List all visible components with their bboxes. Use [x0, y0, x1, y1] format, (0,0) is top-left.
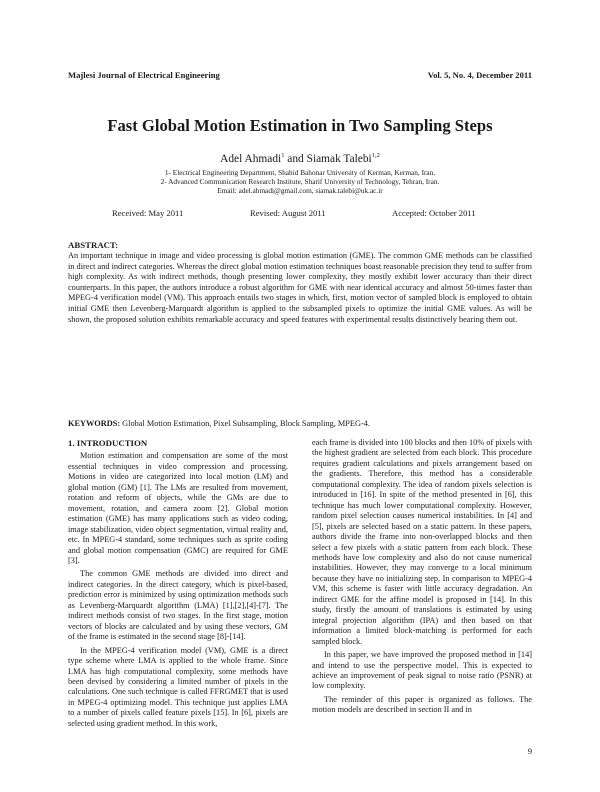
page-number: 9: [527, 746, 532, 756]
author-2: Siamak Talebi: [306, 153, 372, 165]
paragraph: In the MPEG-4 verification model (VM), GME is a direct type scheme where LMA is applied to the whole frame. Since LMA has high computational complexity, some methods have been devised by considering a limited number of pixels in the calculations. One such technique is called FFRGMET that is used in MPEG-4 optimizing model. This technique just applies LMA to a number of pixels called feature pixels [15]. In [6], pixels are selected using gradient method. In this work,: [68, 645, 288, 728]
keywords: [68, 419, 532, 430]
abstract-text: An important technique in image and video processing is global motion estimation (GME). The common GME methods can be classified in direct and indirect categories. Whereas the direct global motion estimation techniques boast reasonable precision they tend to suffer from high complexity. As with indirect methods, though presenting lower complexity, they mostly exhibit lower accuracy than their direct counterparts. In this paper, the authors introduce a robust algorithm for GME with near identical accuracy and almost 50-times faster than MPEG-4 verification model (VM). This approach entails two stages in which, first, motion vector of sampled block is employed to obtain initial GME then Levenberg-Marquardt algorithm is applied to the subsampled pixels to optimize the initial GME values. As will be shown, the proposed solution exhibits remarkable accuracy and speed features with experimental results distinctively bearing them out.: [68, 251, 532, 324]
author-2-affiliation: 1,2: [371, 152, 380, 159]
paragraph: The reminder of this paper is organized as follows. The motion models are described in section II and in: [312, 694, 532, 715]
accepted-date: Accepted: October 2011: [392, 208, 476, 218]
author-1-affiliation: 1: [281, 152, 285, 159]
left-column: [68, 438, 288, 732]
paragraph: In this paper, we have improved the proposed method in [14] and intend to use the perspective model. This is expected to achieve an improvement of peak signal to noise ratio (PSNR) at low complexity.: [312, 650, 532, 691]
right-column: [312, 438, 532, 719]
email-line: Email: adel.ahmadi@gmail.com, siamak.talebi@uk.ac.ir: [217, 186, 383, 195]
revised-date: Revised: August 2011: [250, 208, 326, 218]
keywords-label: KEYWORDS:: [68, 419, 121, 428]
section-heading: 1. INTRODUCTION: [68, 438, 148, 448]
paragraph: each frame is divided into 100 blocks and then 10% of pixels with the highest gradient are selected from each block. This procedure requires gradient calculations and pixels arrangement based on the gradients. Therefore, this method has a considerable computational complexity. The idea of random pixels selection is introduced in [16]. In spite of the method presented in [6], this technique has much lower computational complexity. However, random pixel selection causes numerical instabilities. In [4] and [5], pixels are selected based on a static pattern. In these papers, authors divide the frame into non-overlapped blocks and then select a few pixels with a static pattern from each block. These methods have low complexity and also do not cause numerical instabilities. However, they may converge to a local minimum because they have no initializing step. In comparison to MPEG-4 VM, this scheme is faster with little accuracy degradation. An indirect GME for the affine model is proposed in [14]. In this study, firstly the amount of translations is estimated by using integral projection algorithm (IPA) and then based on that information a limited block-matching is performed for each sampled block.: [312, 438, 532, 646]
affiliation-2: 2- Advanced Communication Research Institute, Sharif University of Technology, Tehran, Iran.: [160, 177, 440, 186]
abstract-heading: ABSTRACT:: [68, 240, 119, 250]
paragraph: Motion estimation and compensation are some of the most essential techniques in video compression and processing. Motions in video are categorized into local motion (LM) and global motion (GM) [1]. The LMs are resulted from movement, rotation and reform of objects, while the GMs are due to movement, rotation, and camera zoom [2]. Global motion estimation (GME) has many applications such as video coding, image stabilization, video object segmentation, virtual reality and, etc. In MPEG-4 standard, some techniques such as sprite coding and global motion compensation (GMC) are required for GME [3].: [68, 451, 288, 565]
paragraph: The common GME methods are divided into direct and indirect categories. In the direct category, which is pixel-based, prediction error is minimized by using optimization methods such as Levenberg-Marquardt algorithm (LMA) [1],[2],[4]-[7]. The indirect methods consist of two stages. In the first stage, motion vectors of blocks are calculated and by using these vectors, GM of the frame is estimated in the second stage [8]-[14].: [68, 569, 288, 642]
received-date: Received: May 2011: [112, 208, 184, 218]
affiliation-1: 1- Electrical Engineering Department, Shahid Bahonar University of Kerman, Kerman, Iran.: [164, 168, 436, 177]
author-connector: and: [284, 153, 307, 165]
volume-info: Vol. 5, No. 4, December 2011: [427, 70, 532, 80]
authors-line: [0, 152, 600, 165]
journal-name: Majlesi Journal of Electrical Engineering: [68, 70, 220, 80]
keywords-text: Global Motion Estimation, Pixel Subsampling, Block Sampling, MPEG-4.: [120, 419, 370, 428]
paper-title: Fast Global Motion Estimation in Two Sampling Steps: [107, 116, 493, 135]
author-1: Adel Ahmadi: [220, 153, 282, 165]
